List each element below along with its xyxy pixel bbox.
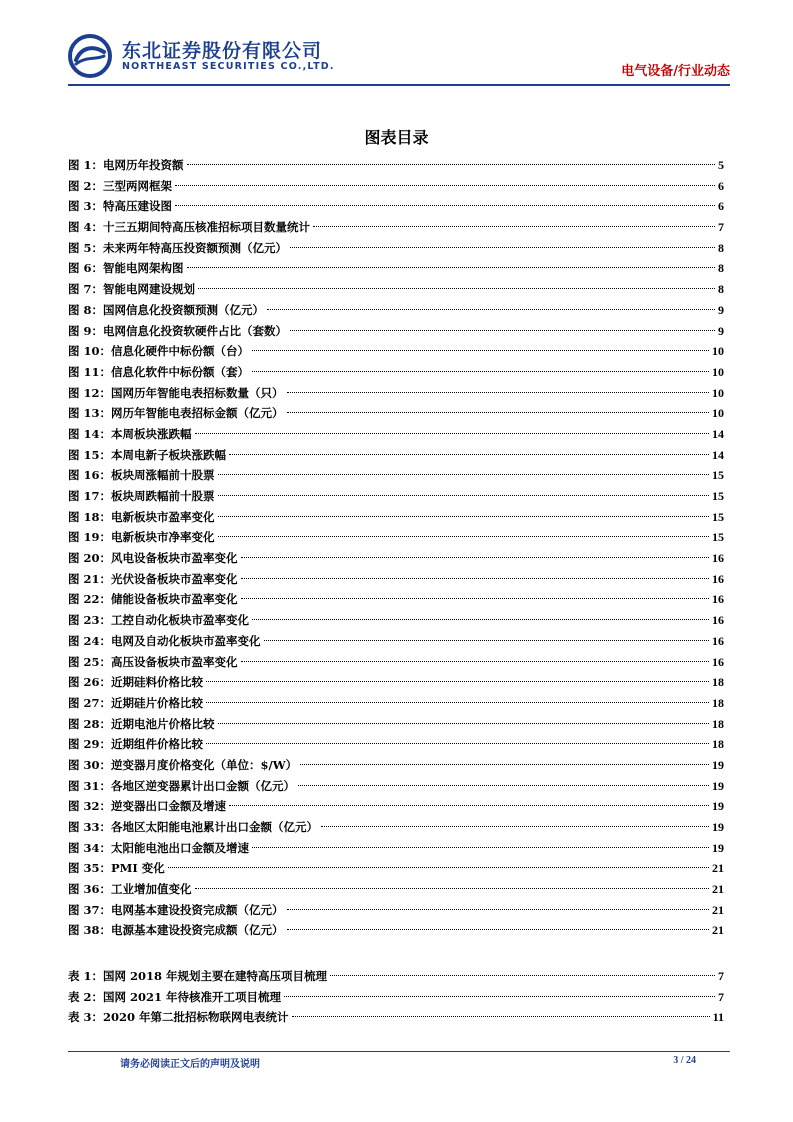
table-entry-page: 7: [718, 989, 724, 1004]
dot-leader: [187, 164, 715, 165]
figure-entry-page: 10: [712, 364, 724, 379]
figure-entry-label: 图 2：三型两网框架: [68, 178, 173, 193]
dot-leader: [175, 185, 715, 186]
dot-leader: [218, 474, 709, 475]
figure-entry[interactable]: [68, 465, 724, 486]
dot-leader: [206, 702, 709, 703]
figure-entry-page: 15: [712, 509, 724, 524]
figure-entry-label: 图 26：近期硅料价格比较: [68, 675, 204, 690]
figure-entry-label: 图 5：未来两年特高压投资额预测（亿元）: [68, 240, 288, 255]
figure-entry-label: 图 4：十三五期间特高压核准招标项目数量统计: [68, 220, 311, 235]
company-name-cn: 东北证券股份有限公司: [122, 40, 323, 62]
table-list: [68, 966, 724, 1028]
figure-entry-label: 图 13：网历年智能电表招标金额（亿元）: [68, 406, 284, 421]
figure-entry-page: 21: [712, 902, 724, 917]
figure-entry-page: 10: [712, 344, 724, 359]
dot-leader: [241, 598, 709, 599]
figure-entry-label: 图 11：信息化软件中标份额（套）: [68, 364, 250, 379]
figure-entry-label: 图 22：储能设备板块市盈率变化: [68, 592, 238, 607]
footer-divider: [68, 1051, 730, 1052]
figure-entry-page: 10: [712, 385, 724, 400]
figure-entry-label: 图 19：电新板块市净率变化: [68, 530, 215, 545]
dot-leader: [287, 392, 709, 393]
figure-entry-label: 图 9：电网信息化投资软硬件占比（套数）: [68, 323, 288, 338]
figure-entry-label: 图 18：电新板块市盈率变化: [68, 509, 215, 524]
figure-entry[interactable]: [68, 176, 724, 197]
figure-entry-label: 图 32：逆变器出口金额及增速: [68, 799, 227, 814]
report-category: 电气设备/行业动态: [621, 64, 730, 79]
figure-entry-page: 21: [712, 923, 724, 938]
page-number: 3 / 24: [673, 1055, 696, 1066]
dot-leader: [264, 640, 709, 641]
table-entry-label: 表 2：国网 2021 年待核准开工项目梳理: [68, 989, 282, 1004]
dot-leader: [290, 247, 715, 248]
dot-leader: [168, 867, 709, 868]
figure-entry-page: 14: [712, 447, 724, 462]
figure-list: [68, 155, 724, 941]
figure-entry-label: 图 35：PMI 变化: [68, 861, 165, 876]
figure-entry[interactable]: [68, 589, 724, 610]
dot-leader: [330, 975, 715, 976]
figure-entry[interactable]: [68, 279, 724, 300]
figure-entry[interactable]: [68, 652, 724, 673]
figure-entry-page: 21: [712, 861, 724, 876]
figure-entry[interactable]: [68, 258, 724, 279]
figure-entry-page: 19: [712, 820, 724, 834]
figure-entry[interactable]: [68, 817, 724, 838]
figure-entry[interactable]: [68, 403, 724, 424]
figure-entry-label: 图 37：电网基本建设投资完成额（亿元）: [68, 902, 284, 917]
figure-entry[interactable]: [68, 569, 724, 590]
figure-entry[interactable]: [68, 672, 724, 693]
figure-entry[interactable]: [68, 900, 724, 921]
figure-entry-page: 21: [712, 882, 724, 897]
figure-entry-page: 6: [718, 178, 724, 193]
dot-leader: [218, 536, 709, 537]
figure-entry-page: 14: [712, 426, 724, 441]
figure-entry-page: 19: [712, 799, 724, 814]
figure-entry-label: 图 29：近期组件价格比较: [68, 737, 204, 752]
figure-entry-page: 15: [712, 530, 724, 545]
figure-entry-label: 图 25：高压设备板块市盈率变化: [68, 654, 238, 669]
figure-entry-page: 18: [712, 716, 724, 731]
figure-entry[interactable]: [68, 714, 724, 735]
dot-leader: [287, 909, 709, 910]
figure-entry-label: 图 24：电网及自动化板块市盈率变化: [68, 633, 261, 648]
figure-entry-label: 图 16：板块周涨幅前十股票: [68, 468, 215, 483]
figure-entry-page: 9: [718, 323, 724, 338]
figure-entry[interactable]: [68, 300, 724, 321]
figure-entry[interactable]: [68, 155, 724, 176]
company-logo-icon: [68, 34, 112, 78]
figure-entry[interactable]: [68, 486, 724, 507]
dot-leader: [313, 226, 715, 227]
dot-leader: [229, 805, 709, 806]
dot-leader: [300, 764, 709, 765]
figure-entry-page: 5: [718, 158, 724, 172]
figure-entry[interactable]: [68, 796, 724, 817]
dot-leader: [252, 371, 709, 372]
figure-entry[interactable]: [68, 548, 724, 569]
figure-entry-page: 6: [718, 199, 724, 214]
figure-entry[interactable]: [68, 858, 724, 879]
dot-leader: [175, 205, 715, 206]
table-entry-page: 11: [712, 1010, 724, 1025]
figure-entry-page: 15: [712, 489, 724, 503]
table-entry-page: 7: [718, 969, 724, 983]
dot-leader: [218, 516, 709, 517]
figure-entry[interactable]: [68, 196, 724, 217]
table-entry[interactable]: [68, 1007, 724, 1028]
disclaimer-note: 请务必阅读正文后的声明及说明: [120, 1059, 260, 1070]
page-title: 图表目录: [364, 128, 429, 147]
figure-entry-label: 图 17：板块周跌幅前十股票: [68, 489, 215, 503]
figure-entry-label: 图 1：电网历年投资额: [68, 158, 184, 172]
figure-entry[interactable]: [68, 321, 724, 342]
figure-entry-page: 9: [718, 302, 724, 317]
company-name-en: NORTHEAST SECURITIES CO.,LTD.: [122, 61, 335, 72]
dot-leader: [206, 743, 709, 744]
figure-entry-label: 图 6：智能电网架构图: [68, 261, 184, 276]
figure-entry-label: 图 36：工业增加值变化: [68, 882, 192, 897]
dot-leader: [195, 433, 709, 434]
table-entry-label: 表 3：2020 年第二批招标物联网电表统计: [68, 1010, 289, 1025]
figure-entry[interactable]: [68, 238, 724, 259]
figure-entry[interactable]: [68, 217, 724, 238]
dot-leader: [229, 454, 709, 455]
dot-leader: [218, 495, 709, 496]
figure-entry-page: 19: [712, 778, 724, 793]
figure-entry-page: 16: [712, 654, 724, 669]
figure-entry-label: 图 33：各地区太阳能电池累计出口金额（亿元）: [68, 820, 319, 834]
table-entry-label: 表 1：国网 2018 年规划主要在建特高压项目梳理: [68, 969, 328, 983]
dot-leader: [206, 681, 709, 682]
dot-leader: [218, 723, 709, 724]
figure-entry[interactable]: [68, 734, 724, 755]
header-divider: [68, 84, 730, 86]
table-entry[interactable]: [68, 987, 724, 1008]
dot-leader: [241, 661, 709, 662]
dot-leader: [321, 826, 709, 827]
figure-entry[interactable]: [68, 445, 724, 466]
dot-leader: [284, 996, 715, 997]
figure-entry-page: 10: [712, 406, 724, 421]
figure-entry-page: 16: [712, 633, 724, 648]
figure-entry[interactable]: [68, 631, 724, 652]
figure-entry[interactable]: [68, 755, 724, 776]
figure-entry-page: 18: [712, 737, 724, 752]
figure-entry[interactable]: [68, 383, 724, 404]
figure-entry-label: 图 30：逆变器月度价格变化（单位：$/W）: [68, 757, 298, 772]
figure-entry-page: 19: [712, 840, 724, 855]
figure-entry-label: 图 8：国网信息化投资额预测（亿元）: [68, 302, 265, 317]
table-entry[interactable]: [68, 966, 724, 987]
figure-entry-page: 16: [712, 571, 724, 586]
figure-entry-label: 图 21：光伏设备板块市盈率变化: [68, 571, 238, 586]
dot-leader: [290, 330, 715, 331]
figure-entry-page: 16: [712, 613, 724, 628]
figure-entry[interactable]: [68, 362, 724, 383]
figure-entry[interactable]: [68, 838, 724, 859]
figure-entry[interactable]: [68, 693, 724, 714]
figure-entry[interactable]: [68, 527, 724, 548]
figure-entry-page: 18: [712, 695, 724, 710]
figure-entry[interactable]: [68, 920, 724, 941]
dot-leader: [298, 785, 709, 786]
dot-leader: [287, 929, 709, 930]
dot-leader: [252, 350, 709, 351]
figure-entry[interactable]: [68, 341, 724, 362]
dot-leader: [195, 888, 709, 889]
figure-entry-page: 7: [718, 220, 724, 235]
figure-entry[interactable]: [68, 776, 724, 797]
figure-entry-label: 图 7：智能电网建设规划: [68, 282, 196, 297]
figure-entry[interactable]: [68, 424, 724, 445]
figure-entry-label: 图 3：特高压建设图: [68, 199, 173, 214]
figure-entry-page: 8: [718, 240, 724, 255]
figure-entry-label: 图 23：工控自动化板块市盈率变化: [68, 613, 250, 628]
dot-leader: [252, 619, 709, 620]
figure-entry[interactable]: [68, 879, 724, 900]
figure-entry-label: 图 31：各地区逆变器累计出口金额（亿元）: [68, 778, 296, 793]
figure-entry-label: 图 10：信息化硬件中标份额（台）: [68, 344, 250, 359]
figure-entry-label: 图 34：太阳能电池出口金额及增速: [68, 840, 250, 855]
dot-leader: [198, 288, 715, 289]
figure-entry-label: 图 12：国网历年智能电表招标数量（只）: [68, 385, 284, 400]
figure-entry-label: 图 28：近期电池片价格比较: [68, 716, 215, 731]
figure-entry-label: 图 20：风电设备板块市盈率变化: [68, 551, 238, 566]
page-header: [68, 30, 730, 82]
figure-entry-page: 16: [712, 592, 724, 607]
figure-entry-label: 图 27：近期硅片价格比较: [68, 695, 204, 710]
dot-leader: [241, 578, 709, 579]
figure-entry-page: 18: [712, 675, 724, 690]
dot-leader: [187, 267, 715, 268]
figure-entry-label: 图 38：电源基本建设投资完成额（亿元）: [68, 923, 284, 938]
dot-leader: [241, 557, 709, 558]
dot-leader: [267, 309, 715, 310]
figure-entry[interactable]: [68, 610, 724, 631]
figure-entry[interactable]: [68, 507, 724, 528]
dot-leader: [287, 412, 709, 413]
figure-entry-page: 8: [718, 282, 724, 297]
dot-leader: [252, 847, 709, 848]
figure-entry-page: 15: [712, 468, 724, 483]
figure-entry-label: 图 14：本周板块涨跌幅: [68, 426, 192, 441]
dot-leader: [292, 1016, 710, 1017]
figure-entry-label: 图 15：本周电新子板块涨跌幅: [68, 447, 227, 462]
figure-entry-page: 16: [712, 551, 724, 566]
figure-entry-page: 8: [718, 261, 724, 276]
figure-entry-page: 19: [712, 757, 724, 772]
